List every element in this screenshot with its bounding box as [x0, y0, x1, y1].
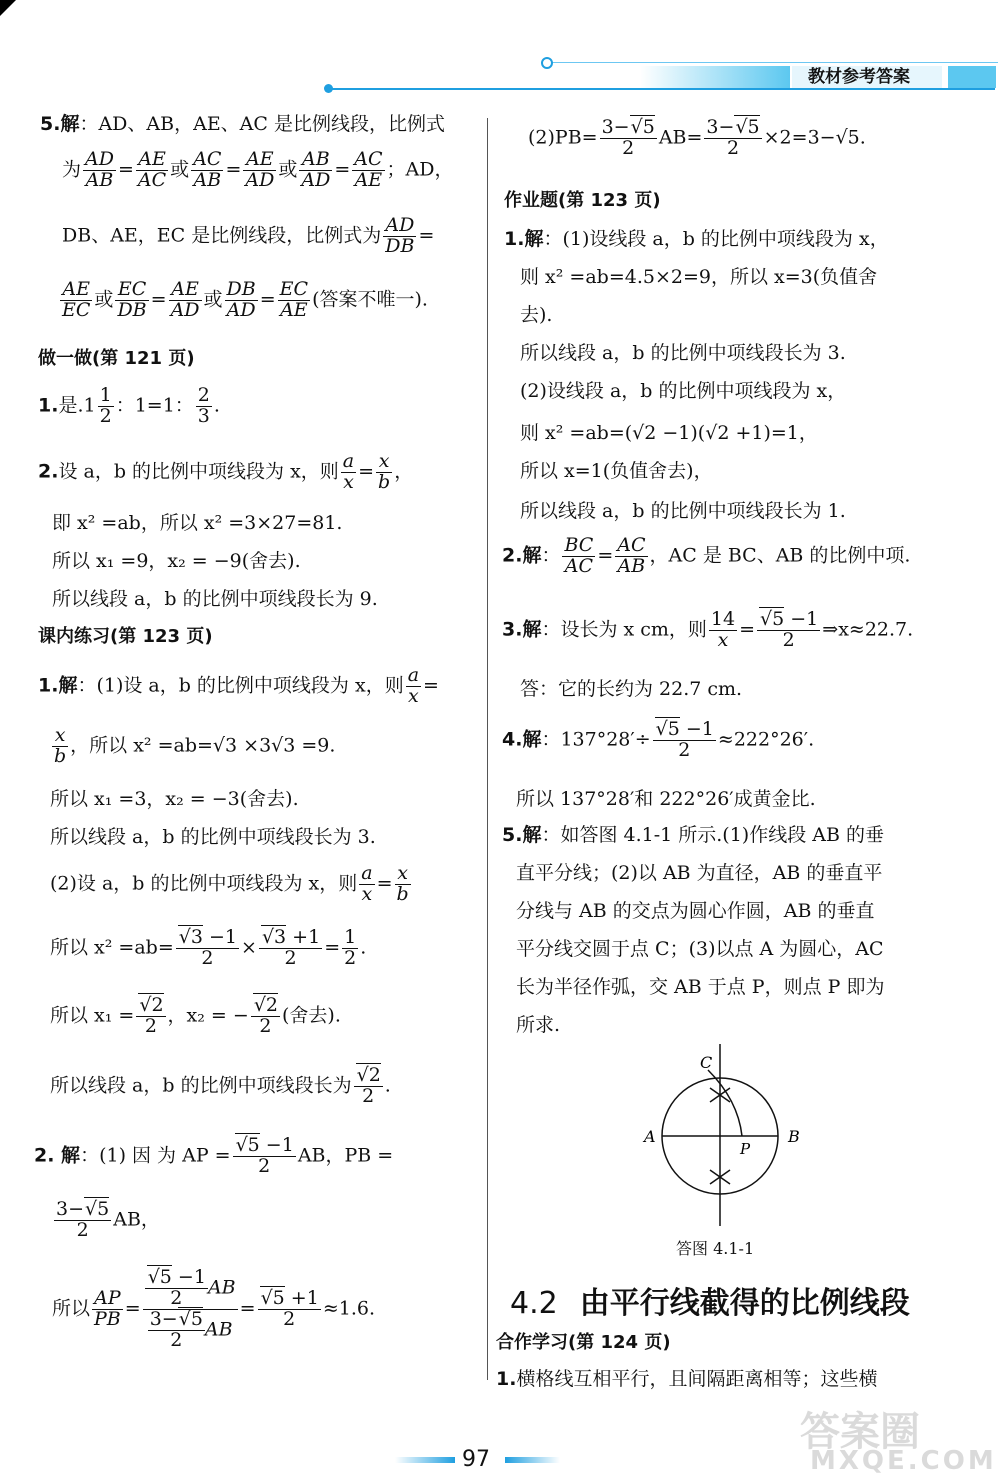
z3-answer: 答：它的长约为 22.7 cm.: [520, 678, 743, 700]
k2-line1: 2. 解：(1) 因 为 AP = √ $\frac{5 -1}{2}$ AB，PB =: [34, 1136, 393, 1177]
k2-line3: 所以 $\frac{AP}{PB}$ = √ $\frac{5 -1}{2}$ AB $\frac{3-√ 5}{2}$ AB = √ $\frac{5 +1}{2}$ ≈1.6.: [52, 1268, 375, 1351]
section-zuoyizuo: 做一做(第 121 页): [38, 348, 195, 369]
z5-line2: 直平分线；(2)以 AB 为直径，AB 的垂直平: [516, 862, 883, 884]
r0-line: (2)PB= $\frac{3-√ 5}{2}$ AB= $\frac{3-√ 5}{2}$ ×2=3−√5.: [528, 118, 866, 159]
q5-line4: $\frac{AE}{EC}$ 或 $\frac{EC}{DB}$ = $\frac{AE}{AD}$ 或 $\frac{DB}{AD}$ = $\frac{EC}{AE}$ (答案不唯一).: [62, 278, 428, 321]
d2-line2: 即 x² =ab，所以 x² =3×27=81.: [52, 512, 343, 534]
column-divider: [487, 118, 488, 1380]
z1-line1: 1.解：(1)设线段 a，b 的比例中项线段为 x，: [504, 228, 889, 250]
q5-line2: 为 $\frac{AD}{AB}$ = $\frac{AE}{AC}$ 或 $\frac{AC}{AB}$ = $\frac{AE}{AD}$ 或 $\frac{AB}{AD}$ = $\frac{AC}{AE}$ ；AD，: [62, 148, 454, 191]
header-dot-filled: [324, 84, 333, 93]
footer-deco-left: [395, 1457, 455, 1463]
header-band-end: [948, 66, 996, 88]
d1: 1.是.1 $\frac{1}{2}$ ：1=1： $\frac{2}{3}$ .: [38, 384, 220, 427]
fig-label-a: A: [644, 1127, 656, 1146]
z2-line: 2.解： $\frac{BC}{AC}$ = $\frac{AC}{AB}$ ，AC 是 BC、AB 的比例中项.: [502, 534, 911, 577]
z5-line3: 分线与 AB 的交点为圆心作圆，AB 的垂直: [516, 900, 875, 922]
k1-line3: 所以 x₁ =3，x₂ = −3(舍去).: [50, 788, 299, 810]
z5-line4: 平分线交圆于点 C；(3)以点 A 为圆心，AC: [516, 938, 884, 960]
k1-line4: 所以线段 a，b 的比例中项线段长为 3.: [50, 826, 376, 848]
section-hezuo: 合作学习(第 124 页): [496, 1332, 671, 1353]
q5-line3: DB、AE，EC 是比例线段，比例式为 $\frac{AD}{DB}$ =: [62, 214, 435, 257]
z1-line2: 则 x² =ab=4.5×2=9，所以 x=3(负值舍: [520, 266, 878, 288]
k1-line7: 所以 x₁ = √ $\frac{2}{2}$ ，x₂ = − √ $\frac{2}{2}$ (舍去).: [50, 996, 341, 1037]
section-zuoyeti: 作业题(第 123 页): [504, 190, 661, 211]
footer-deco-right: [505, 1457, 560, 1463]
section-heading: 4.2 由平行线截得的比例线段: [510, 1286, 910, 1321]
q5-line1: 5.解：AD、AB，AE、AC 是比例线段，比例式: [40, 113, 445, 135]
k1-line2: $\frac{x}{b}$ ，所以 x² =ab=√3 ×3√3 =9.: [54, 724, 336, 767]
h1-line: 1.横格线互相平行，且间隔距离相等；这些横: [496, 1368, 878, 1390]
section-kenei: 课内练习(第 123 页): [38, 626, 213, 647]
corner-mark: [0, 0, 16, 16]
watermark-url: MXQE.COM: [810, 1446, 997, 1476]
z1-line5: (2)设线段 a，b 的比例中项线段为 x，: [520, 380, 847, 402]
k1-line6: 所以 x² =ab= √ $\frac{3 -1}{2}$ × √ $\frac{3 +1}{2}$ = $\frac{1}{2}$ .: [50, 928, 366, 969]
header-title: 教材参考答案: [808, 67, 910, 87]
z4-line2: 所以 137°28′和 222°26′成黄金比.: [516, 788, 816, 810]
construction-figure: [630, 1040, 810, 1240]
z5-line6: 所求.: [516, 1014, 561, 1036]
z3-line: 3.解：设长为 x cm，则 $\frac{14}{x}$ = √ $\frac{5 -1}{2}$ ⇒x≈22.7.: [502, 610, 913, 651]
header-rule-thin: [548, 62, 998, 63]
k1-line8: 所以线段 a，b 的比例中项线段长为 √ $\frac{2}{2}$ .: [50, 1066, 391, 1107]
figure-caption: 答图 4.1-1: [676, 1239, 755, 1258]
header-band: [640, 66, 790, 88]
z1-line6: 则 x² =ab=(√2 −1)(√2 +1)=1，: [520, 422, 818, 444]
z1-line3: 去).: [520, 304, 553, 326]
z5-line1: 5.解：如答图 4.1-1 所示.(1)作线段 AB 的垂: [502, 824, 884, 846]
d2-line1: 2.设 a，b 的比例中项线段为 x，则 $\frac{a}{x}$ = $\frac{x}{b}$ ，: [38, 450, 414, 493]
watermark-logo: 答案圈: [800, 1409, 920, 1455]
fig-label-p: P: [740, 1140, 751, 1158]
fig-label-c: C: [700, 1053, 713, 1072]
z1-line7: 所以 x=1(负值舍去)，: [520, 460, 713, 482]
fig-label-b: B: [788, 1127, 800, 1146]
z1-line4: 所以线段 a，b 的比例中项线段长为 3.: [520, 342, 846, 364]
z5-line5: 长为半径作弧，交 AB 于点 P，则点 P 即为: [516, 976, 885, 998]
page-number: 97: [462, 1447, 490, 1472]
z4-line: 4.解：137°28′÷ √ $\frac{5 -1}{2}$ ≈222°26′.: [502, 720, 814, 761]
header-rule: [330, 88, 995, 90]
k2-line2: $\frac{3-√ 5}{2}$ AB，: [52, 1200, 160, 1241]
z1-line8: 所以线段 a，b 的比例中项线段长为 1.: [520, 500, 846, 522]
d2-line4: 所以线段 a，b 的比例中项线段长为 9.: [52, 588, 378, 610]
header-dot: [541, 57, 553, 69]
d2-line3: 所以 x₁ =9，x₂ = −9(舍去).: [52, 550, 301, 572]
k1-line5: (2)设 a，b 的比例中项线段为 x，则 $\frac{a}{x}$ = $\frac{x}{b}$: [50, 862, 409, 905]
k1-line1: 1.解：(1)设 a，b 的比例中项线段为 x，则 $\frac{a}{x}$ =: [38, 664, 439, 707]
